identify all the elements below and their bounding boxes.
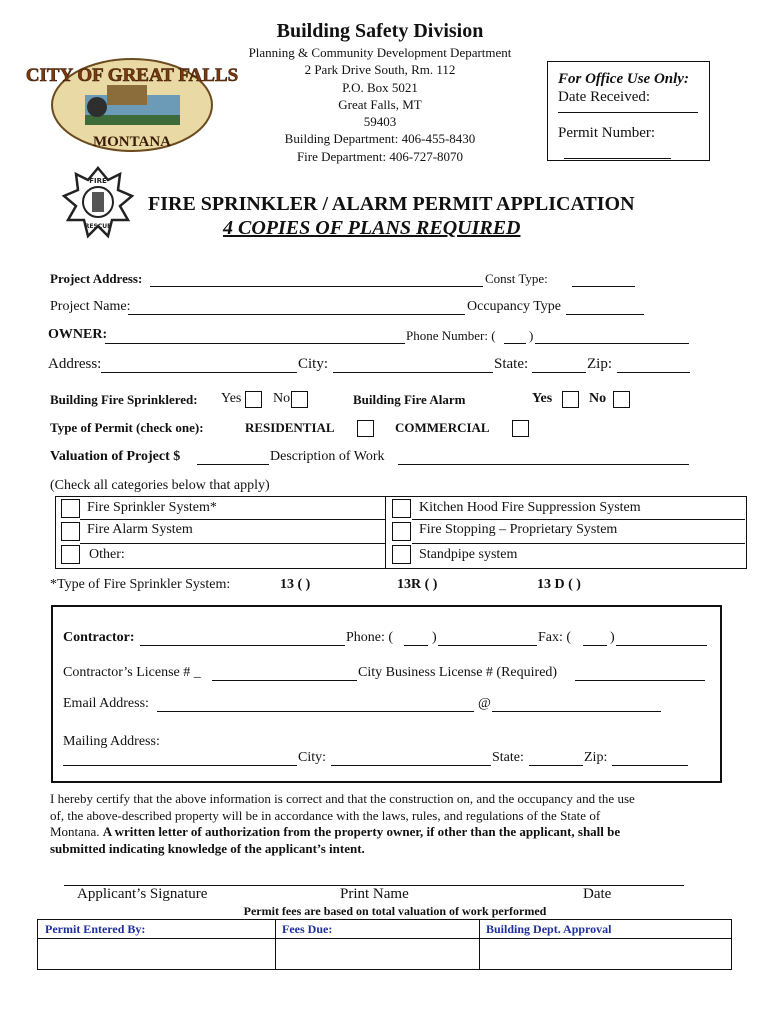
phone-area-field[interactable] (504, 343, 526, 344)
fire-alarm-label: Building Fire Alarm (353, 392, 466, 407)
category-checkbox[interactable] (61, 499, 80, 518)
category-checkbox[interactable] (61, 545, 80, 564)
contractor-field[interactable] (140, 645, 345, 646)
categories-row-line (412, 519, 745, 520)
logo-text-top: CITY OF GREAT FALLS (25, 65, 239, 86)
alarm-no-checkbox[interactable] (613, 391, 630, 408)
residential-checkbox[interactable] (357, 420, 374, 437)
category-label: Fire Alarm System (87, 522, 193, 537)
form-title: FIRE SPRINKLER / ALARM PERMIT APPLICATION (148, 193, 635, 215)
category-label: Kitchen Hood Fire Suppression System (419, 500, 641, 515)
owner-label: OWNER: (48, 327, 108, 342)
valuation-label: Valuation of Project $ (50, 449, 181, 464)
contractor-license-field[interactable] (212, 680, 357, 681)
category-label: Standpipe system (419, 547, 518, 562)
address-line: 59403 (363, 114, 397, 130)
category-checkbox[interactable] (61, 522, 80, 541)
address-label: Address: (48, 356, 102, 372)
department-address (210, 44, 550, 165)
project-name-field[interactable] (128, 314, 465, 315)
maltese-cross-icon (62, 166, 134, 238)
description-field[interactable] (398, 464, 689, 465)
permit-entered-by-header: Permit Entered By: (45, 922, 146, 936)
sprinkler-option-13r[interactable]: 13R ( ) (397, 577, 438, 592)
contractor-fax-close: ) (610, 630, 615, 645)
mailing-city-field[interactable] (331, 765, 491, 766)
contractor-phone-area-field[interactable] (404, 645, 428, 646)
email-user-field[interactable] (157, 711, 474, 712)
category-checkbox[interactable] (392, 545, 411, 564)
certification-line: I hereby certify that the above information is correct and that the construction on, and the occupancy and the use (50, 791, 635, 806)
category-label: Fire Sprinkler System* (87, 500, 217, 515)
contractor-label: Contractor: (63, 630, 135, 645)
state-field[interactable] (532, 372, 586, 373)
categories-row-line (80, 519, 385, 520)
division-title: Building Safety Division (276, 20, 484, 42)
contractor-fax-area-field[interactable] (583, 645, 607, 646)
state-label: State: (494, 356, 529, 372)
alarm-yes-label: Yes (532, 391, 553, 406)
fees-note: Permit fees are based on total valuation of work performed (243, 904, 547, 918)
certification-line: submitted indicating knowledge of the applicant’s intent. (50, 840, 365, 856)
city-logo-icon (25, 55, 239, 155)
office-use-heading: For Office Use Only: (558, 71, 689, 87)
certification-plain: Montana. (50, 824, 100, 839)
description-label: Description of Work (270, 449, 385, 464)
date-label: Date (583, 886, 612, 902)
fees-due-cell[interactable] (276, 940, 478, 968)
project-address-field[interactable] (150, 286, 483, 287)
emblem-top-text: FIRE (89, 177, 107, 185)
fire-rescue-emblem (62, 166, 134, 238)
logo-text-bottom: MONTANA (92, 134, 172, 150)
email-domain-field[interactable] (492, 711, 661, 712)
sprinklered-yes-checkbox[interactable] (245, 391, 262, 408)
contractor-license-label: Contractor’s License # _ (63, 665, 201, 680)
building-dept-approval-header: Building Dept. Approval (486, 922, 612, 936)
form-subtitle: 4 COPIES OF PLANS REQUIRED (223, 217, 521, 239)
project-address-label: Project Address: (50, 271, 143, 286)
building-dept-approval-cell[interactable] (480, 940, 729, 968)
contractor-fax-label: Fax: ( (538, 630, 572, 645)
city-logo (25, 55, 239, 155)
sprinkler-option-13[interactable]: 13 ( ) (280, 577, 311, 592)
mailing-state-field[interactable] (529, 765, 583, 766)
mailing-city-label: City: (298, 750, 327, 765)
certification-text (50, 791, 730, 857)
phone-number-field[interactable] (535, 343, 689, 344)
city-license-field[interactable] (575, 680, 705, 681)
category-label: Fire Stopping – Proprietary System (419, 522, 618, 537)
const-type-field[interactable] (572, 286, 635, 287)
categories-row-line (80, 543, 385, 544)
permit-entered-by-cell[interactable] (38, 940, 274, 968)
alarm-yes-checkbox[interactable] (562, 391, 579, 408)
category-checkbox[interactable] (392, 522, 411, 541)
mailing-zip-field[interactable] (612, 765, 688, 766)
date-received-label: Date Received: (558, 89, 651, 105)
contractor-phone-label: Phone: ( (346, 630, 394, 645)
commercial-checkbox[interactable] (512, 420, 529, 437)
occupancy-type-label: Occupancy Type (467, 299, 562, 314)
contractor-fax-field[interactable] (616, 645, 707, 646)
city-license-label: City Business License # (Required) (358, 665, 558, 680)
date-received-field[interactable] (558, 112, 698, 113)
address-line: Building Department: 406-455-8430 (284, 131, 476, 147)
mailing-zip-label: Zip: (584, 750, 608, 765)
permit-number-label: Permit Number: (558, 125, 656, 141)
emblem-bottom-text: RESCUE (84, 223, 112, 230)
sprinkler-type-label: *Type of Fire Sprinkler System: (50, 577, 231, 592)
mailing-address-label: Mailing Address: (63, 734, 160, 749)
certification-bold: A written letter of authorization from the property owner, if other than the applicant, shall be (102, 824, 621, 839)
mailing-address-field[interactable] (63, 765, 297, 766)
category-label: Other: (89, 547, 125, 562)
address-field[interactable] (101, 372, 297, 373)
address-line: Planning & Community Development Department (248, 45, 512, 60)
applicant-signature-label: Applicant’s Signature (77, 886, 208, 902)
mailing-state-label: State: (492, 750, 524, 765)
categories-divider (385, 496, 386, 568)
const-type-label: Const Type: (485, 271, 548, 286)
address-line: 2 Park Drive South, Rm. 112 (304, 62, 456, 78)
permit-number-field[interactable] (564, 158, 671, 159)
alarm-no-label: No (589, 391, 607, 406)
sprinklered-no-label: No (273, 391, 291, 406)
address-line: Great Falls, MT (338, 96, 422, 112)
certification-line: of, the above-described property will be in accordance with the laws, rules, and regulations of the State of (50, 807, 601, 823)
phone-close: ) (529, 328, 534, 343)
sprinklered-no-checkbox[interactable] (291, 391, 308, 408)
commercial-label: COMMERCIAL (395, 420, 490, 435)
zip-field[interactable] (617, 372, 690, 373)
sprinkler-option-13d[interactable]: 13 D ( ) (537, 577, 581, 592)
project-name-label: Project Name: (50, 299, 131, 314)
valuation-field[interactable] (197, 464, 269, 465)
contractor-phone-field[interactable] (438, 645, 537, 646)
categories-heading: (Check all categories below that apply) (50, 478, 270, 493)
certification-line (50, 824, 730, 841)
city-field[interactable] (333, 372, 493, 373)
address-line: Fire Department: 406-727-8070 (296, 148, 464, 164)
contractor-phone-close: ) (432, 630, 437, 645)
city-label: City: (298, 356, 329, 372)
fees-due-header: Fees Due: (282, 922, 333, 936)
sprinklered-label: Building Fire Sprinklered: (50, 392, 198, 407)
phone-number-label: Phone Number: ( (406, 328, 496, 343)
residential-label: RESIDENTIAL (245, 420, 335, 435)
office-use-box (547, 61, 710, 161)
categories-row-line (412, 543, 745, 544)
owner-field[interactable] (105, 343, 405, 344)
permit-type-label: Type of Permit (check one): (50, 420, 204, 435)
sprinklered-yes-label: Yes (221, 391, 242, 406)
address-line: P.O. Box 5021 (342, 79, 418, 95)
occupancy-type-field[interactable] (566, 314, 644, 315)
email-at: @ (478, 696, 491, 711)
table-header-line (37, 938, 731, 939)
email-label: Email Address: (63, 696, 149, 711)
category-checkbox[interactable] (392, 499, 411, 518)
print-name-label: Print Name (340, 886, 409, 902)
zip-label: Zip: (587, 356, 612, 372)
